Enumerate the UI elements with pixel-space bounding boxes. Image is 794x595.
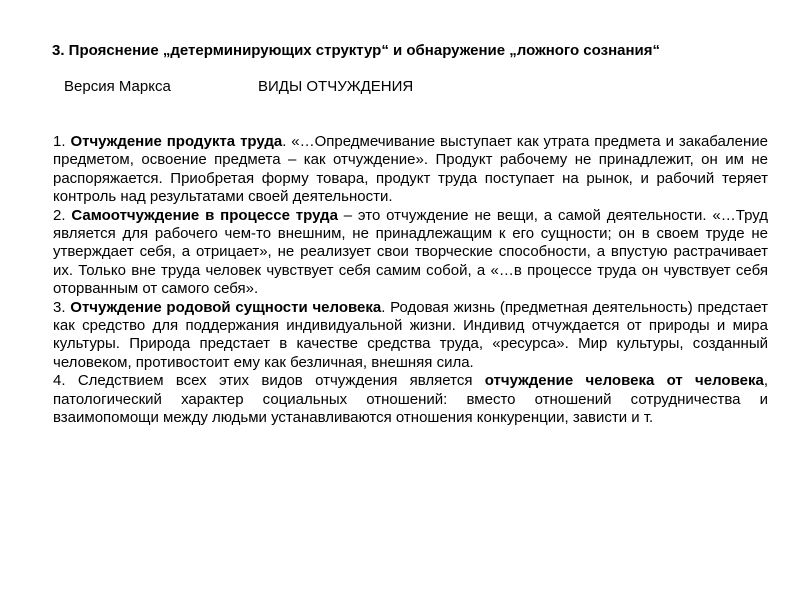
version-label: Версия Маркса (64, 78, 171, 95)
item-number: 2. (53, 206, 66, 224)
item-bold-term: Самоотчуждение в процессе труда (71, 206, 338, 224)
list-item-1 (53, 133, 768, 207)
item-bold-term: Отчуждение родовой сущности человека (70, 298, 382, 316)
page-title: 3. Прояснение „детерминирующих структур“ и обнаружение „ложного сознания“ (52, 42, 661, 59)
list-item-4 (53, 372, 768, 427)
body-text (53, 133, 768, 428)
item-number: 1. (53, 133, 66, 150)
item-text: , патологический характер социальных отношений: вместо отношений сотрудничества и взаимопомощи между людьми устанавливаются отношения конкуренции, зависти и т. (53, 372, 768, 427)
item-bold-term: Отчуждение продукта труда (70, 133, 283, 150)
item-number: 3. (53, 298, 66, 316)
item-number: 4. (53, 372, 66, 390)
item-text-before: Следствием всех этих видов отчуждения является (77, 372, 485, 390)
item-text: – это отчуждение не вещи, а самой деятельности. «…Труд является для рабочего чем-то внешним, не принадлежащим к его сущности; он в своем труде не утверждает себя, а отрицает», не реализует свои творческие способности, а впустую растрачивает их. Только вне труда человек чувствует себя самим собой, а «…в процессе труда он чувствует себя оторванным от самого себя». (53, 206, 768, 298)
list-item-3 (53, 299, 768, 373)
item-text: . «…Опредмечивание выступает как утрата предмета и закабаление предметом, освоение предмета – как отчуждение». Продукт рабочему не принадлежит, он им не распоряжается. Приобретая форму товара, продукт труда поступает на рынок, и рабочий теряет контроль над результатами своей деятельности. (53, 133, 768, 206)
types-heading: ВИДЫ ОТЧУЖДЕНИЯ (258, 78, 414, 95)
item-bold-term: отчуждение человека от человека (484, 372, 764, 390)
list-item-2 (53, 207, 768, 299)
item-text: . Родовая жизнь (предметная деятельность) предстает как средство для поддержания индивидуальной жизни. Индивид отчуждается от природы и мира культуры. Природа предстает в качестве средства труда, «ресурса». Мир культуры, созданный человеком, противостоит ему как безличная, внешняя сила. (53, 298, 768, 371)
